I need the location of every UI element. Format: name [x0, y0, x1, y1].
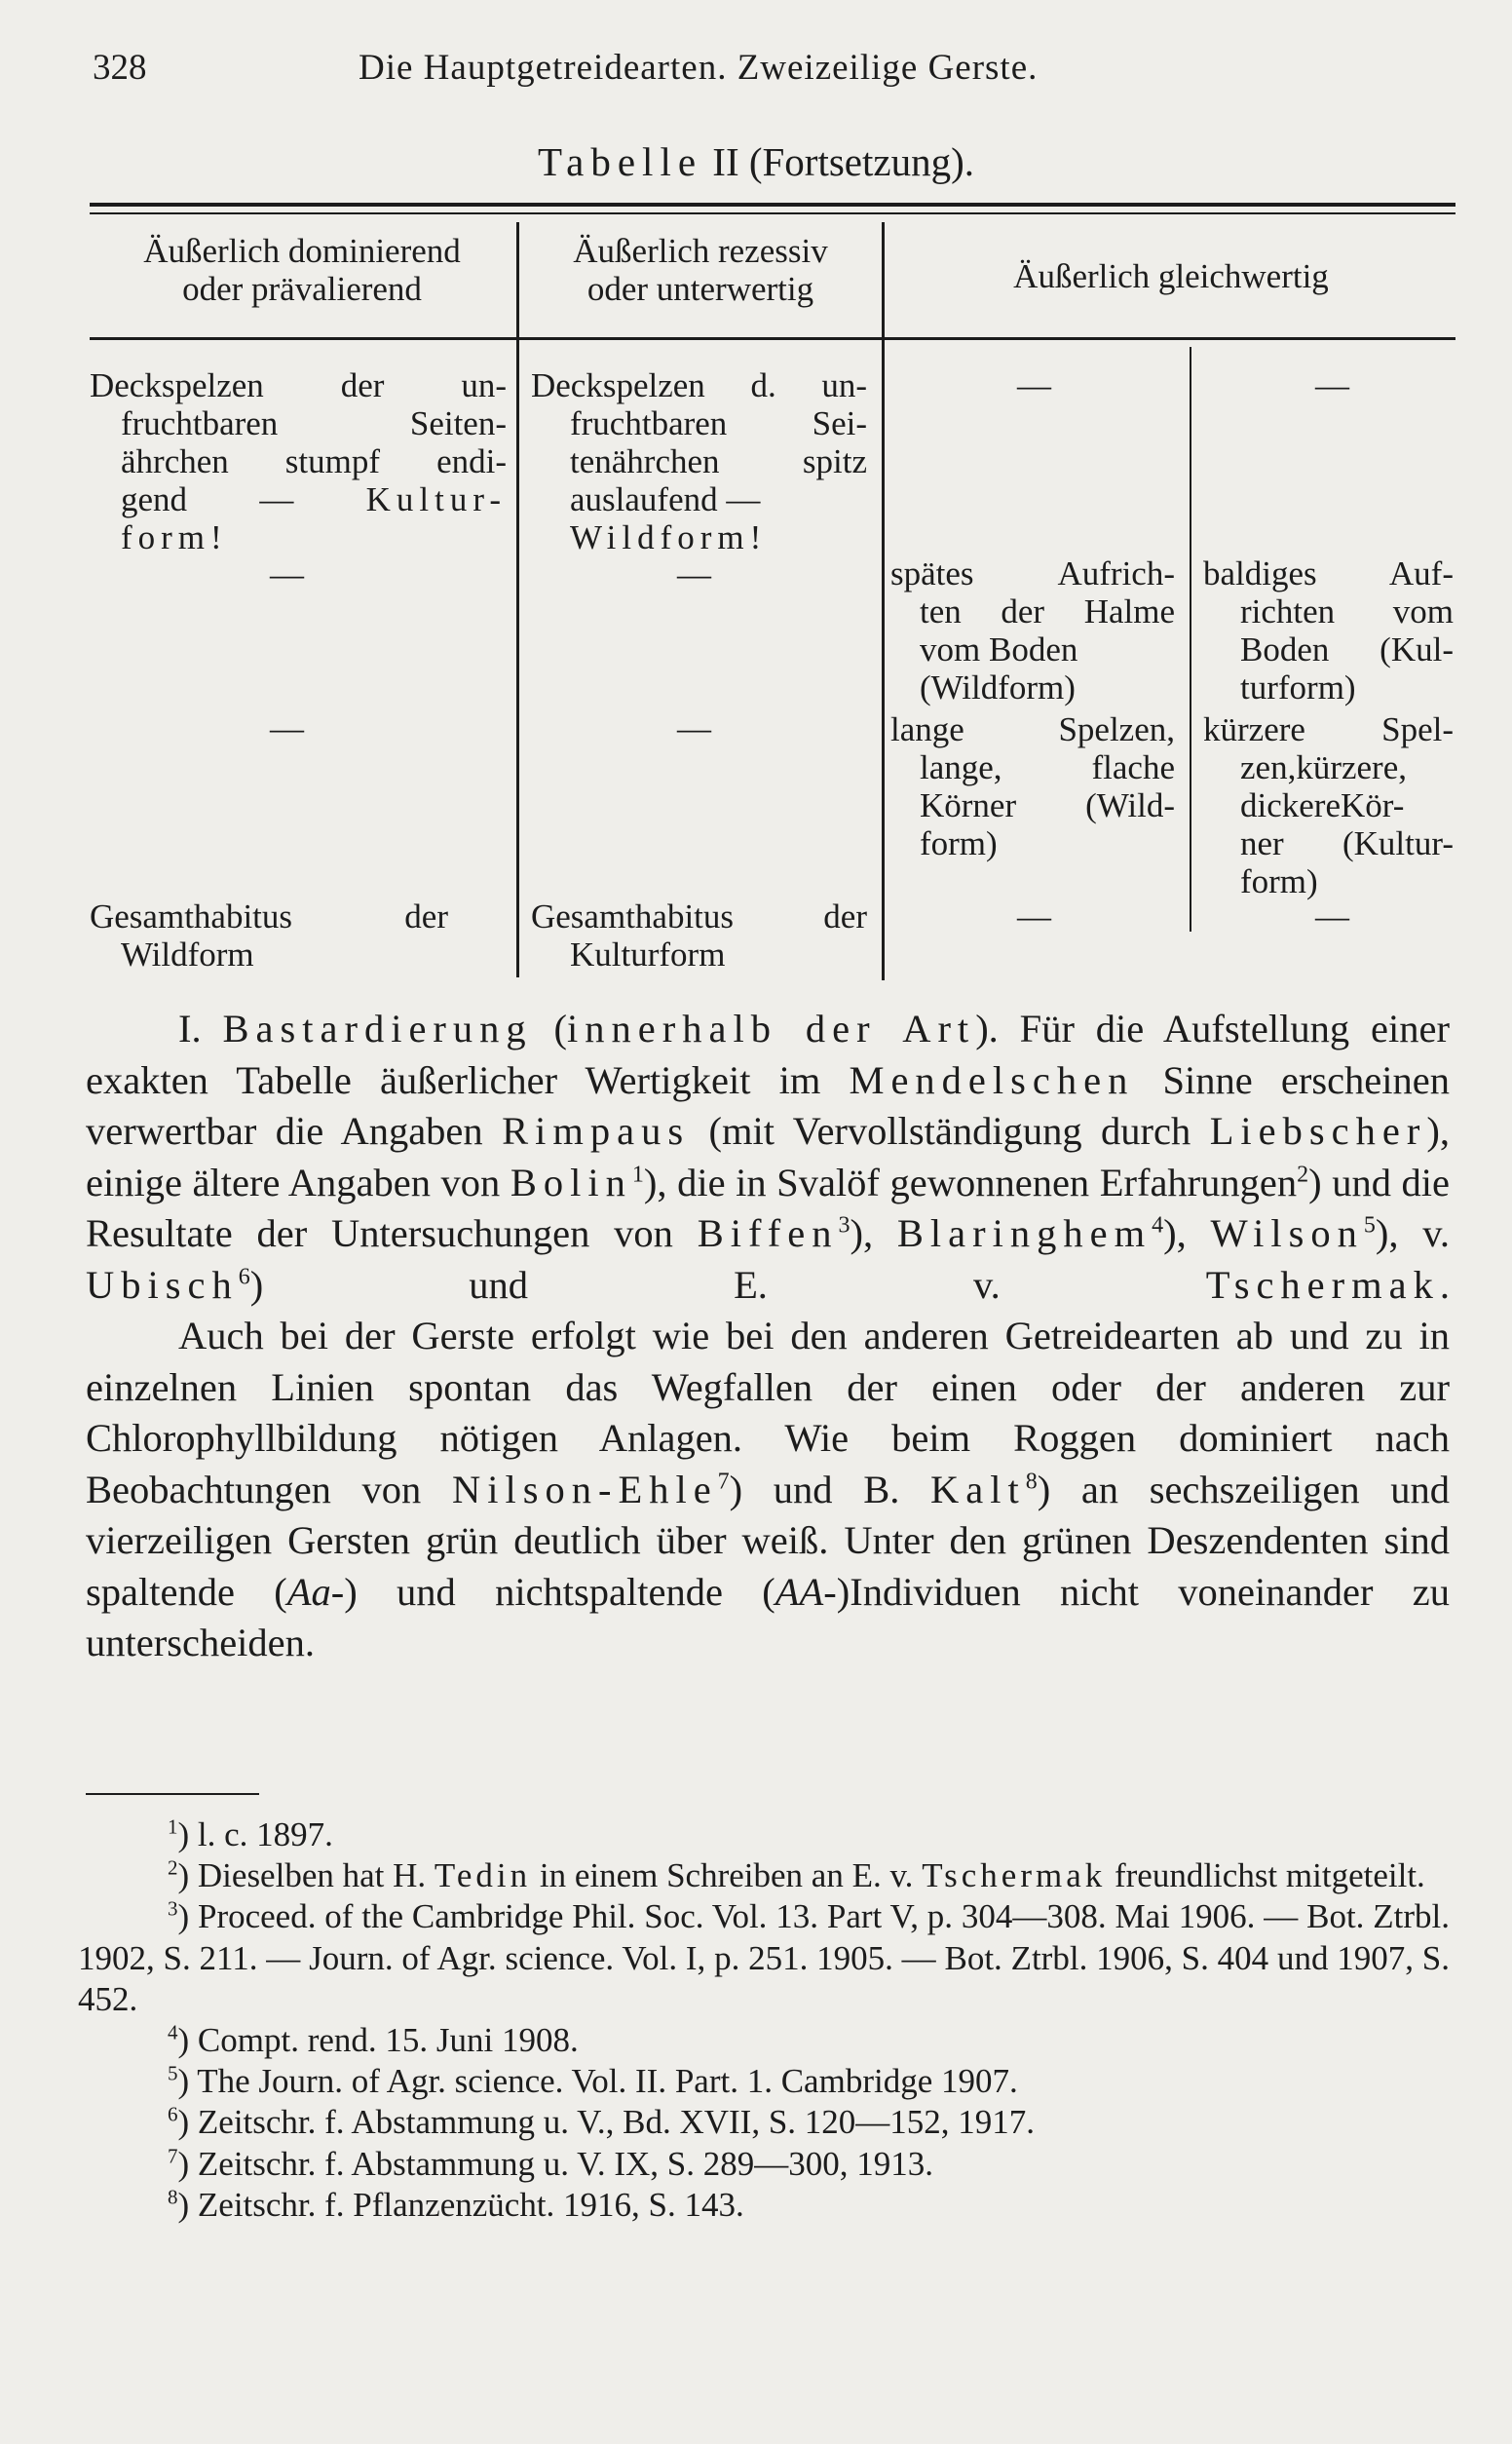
row4-col4-dash: —	[1315, 897, 1349, 936]
row4-dominant-cell: Gesamthabitus der Wildform	[90, 897, 448, 974]
col-header-dominant: Äußerlich dominierend oder prävalierend	[143, 232, 461, 308]
footnote-4: $^4$) Compt. rend. 15. Juni 1908.	[168, 2020, 579, 2060]
col-header-recessive: Äußerlich rezessiv oder unterwertig	[573, 232, 828, 308]
row3-col2-dash: —	[677, 709, 711, 747]
row1-dominant-cell: Deckspelzen der un- fruchtbaren Seiten- ährchen stumpf endi- gend — Kultur- form!	[90, 366, 507, 556]
table-title: Tabelle II (Fortsetzung).	[537, 139, 974, 184]
row1-recessive-cell: Deckspelzen d. un- fruchtbaren Sei- tenährchen spitz auslaufend — Wildform!	[531, 366, 867, 556]
paragraph-chlorophyll: Auch bei der Gerste erfolgt wie bei den anderen Getreidearten ab und zu in einzelnen Linien spontan das Wegfallen der einen oder der anderen zur Chlorophyllbildung nötigen Anlagen. Wie beim Roggen dominiert nach Beobachtungen von Nilson-Ehle$^7$) und B. Kalt$^8$) an sechszeiligen und vierzeiligen Gersten grün deutlich über weiß. Unter den grünen Deszendenten sind spaltende (Aa-) und nichtspaltende (AA-)Individuen nicht voneinander zu unterscheiden.	[86, 1314, 1450, 1664]
row2-col1-dash: —	[270, 555, 304, 593]
table-header-rule	[90, 337, 1455, 340]
row4-col3-dash: —	[1017, 897, 1051, 936]
footnote-2: $^2$) Dieselben hat H. Tedin in einem Schreiben an E. v. Tschermak freundlichst mitgeteilt.	[168, 1855, 1425, 1895]
row3-equal-left-cell: lange Spelzen, lange, flache Körner (Wild- form)	[890, 710, 1175, 862]
page-number: 328	[93, 48, 147, 88]
row3-equal-right-cell: kürzere Spel- zen,kürzere, dickereKör- ner (Kultur- form)	[1203, 710, 1454, 900]
col-header-equal: Äußerlich gleichwertig	[1013, 257, 1329, 295]
row3-col1-dash: —	[270, 709, 304, 747]
column-divider-3	[1190, 347, 1191, 932]
footnote-1: $^1$) l. c. 1897.	[168, 1814, 333, 1853]
running-title: Die Hauptgetreidearten. Zweizeilige Gerste.	[359, 48, 1039, 88]
row1-col4-dash: —	[1315, 366, 1349, 404]
row4-recessive-cell: Gesamthabitus der Kulturform	[531, 897, 867, 974]
footnote-7: $^7$) Zeitschr. f. Abstammung u. V. IX, S. 289—300, 1913.	[168, 2143, 934, 2183]
row2-equal-right-cell: baldiges Auf- richten vom Boden (Kul- turform)	[1203, 554, 1454, 706]
row2-col2-dash: —	[677, 555, 711, 593]
footnote-rule	[86, 1793, 259, 1795]
body-text	[86, 1004, 1450, 1669]
footnote-6: $^6$) Zeitschr. f. Abstammung u. V., Bd. XVII, S. 120—152, 1917.	[168, 2102, 1036, 2142]
footnotes	[78, 1814, 1450, 2226]
footnote-3: $^3$) Proceed. of the Cambridge Phil. Soc. Vol. 13. Part V, p. 304—308. Mai 1906. — Bot. Ztrbl. 1902, S. 211. — Journ. of Agr. science. Vol. I, p. 251. 1905. — Bot. Ztrbl. 1906, S. 404 und 1907, S. 452.	[78, 1896, 1450, 2018]
table-top-rule	[90, 203, 1455, 207]
footnote-5: $^5$) The Journ. of Agr. science. Vol. II. Part. 1. Cambridge 1907.	[168, 2061, 1018, 2101]
column-divider-1	[516, 222, 519, 977]
footnote-8: $^8$) Zeitschr. f. Pflanzenzücht. 1916, S. 143.	[168, 2185, 744, 2224]
row1-col3-dash: —	[1017, 366, 1051, 404]
row2-equal-left-cell: spätes Aufrich- ten der Halme vom Boden (Wildform)	[890, 554, 1175, 706]
column-divider-2	[882, 222, 885, 980]
running-head	[93, 47, 1456, 95]
table-top-rule-thin	[90, 212, 1455, 214]
paragraph-bastardierung: I. Bastardierung (innerhalb der Art). Für die Aufstellung einer exakten Tabelle äußerlicher Wertigkeit im Mendelschen Sinne erscheinen verwertbar die Angaben Rimpaus (mit Vervollständigung durch Liebscher), einige ältere Angaben von Bolin$^1$), die in Svalöf gewonnenen Erfahrungen$^2$) und die Resultate der Untersuchungen von Biffen$^3$), Blaringhem$^4$), Wilson$^5$), v. Ubisch$^6$) und E. v. Tschermak.	[86, 1007, 1451, 1307]
